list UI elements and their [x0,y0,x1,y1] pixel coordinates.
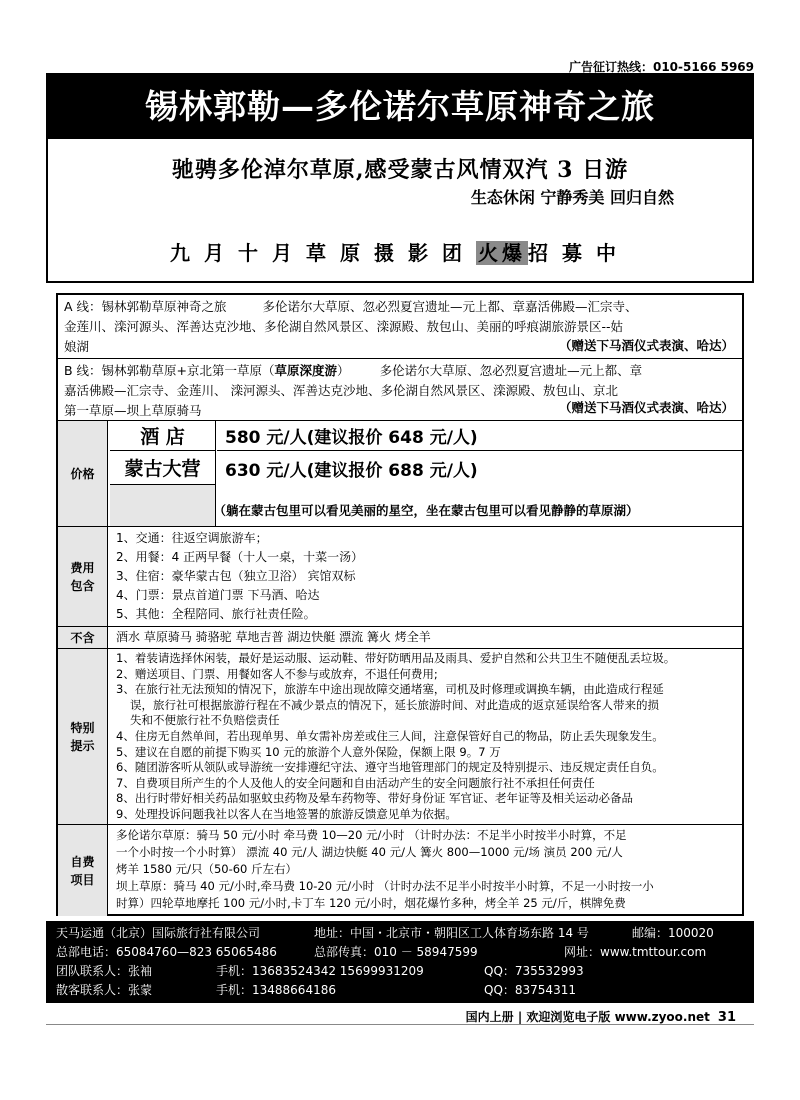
note-item: 8、出行时带好相关药品如驱蚊虫药物及晕车药物等、带好身份证 军官证、老年证等及相关运动必备品 [116,791,633,806]
includes-item: 2、用餐：4 正两早餐（十人一桌，十菜一汤） [116,550,364,564]
agency-postcode: 邮编：100020 [632,926,714,940]
page-number: 31 [717,1010,736,1025]
price-label: 价格 [58,421,108,526]
note-item: 3、在旅行社无法预知的情况下，旅游车中途出现故障交通堵塞，司机及时修理或调换车辆，由此造成行程延 [116,682,664,697]
price-note: （躺在蒙古包里可以看见美丽的星空，坐在蒙古包里可以看见静静的草原湖） [213,503,639,518]
solo-mobile: 手机：13488664186 [216,983,336,997]
notes-label: 特别 提示 [58,649,108,824]
route-a-line3: 娘湖 [64,339,90,354]
hotel-price: 580 元/人(建议报价 648 元/人) [217,421,742,451]
header-frame [46,73,754,283]
route-a [58,295,742,359]
solo-contact: 散客联系人：张蒙 [56,983,153,997]
optional-line: 坝上草原：骑马 40 元/小时,牵马费 10-20 元/小时 （计时办法不足半小时按半小时算，不足一小时按一小 [116,879,654,893]
route-a-line2: 金莲川、滦河源头、浑善达克沙地、多伦湖自然风景区、滦源殿、敖包山、美丽的呼痕湖旅游景区--姑 [64,319,624,334]
route-b-gift: （赠送下马酒仪式表演、哈达） [558,400,734,415]
route-b-line2: 嘉活佛殿—汇宗寺、金莲川、 滦河源头、浑善达克沙地、多伦湖自然风景区、滦源殿、敖包山、京北 [64,383,618,398]
recruit-post: 招募中 [528,241,630,265]
notes-list [110,649,742,824]
route-b-title-close: ） [337,363,350,378]
note-item: 失和不便旅行社不负赔偿责任 [130,713,280,728]
yurt-option: 蒙古大营 [110,451,216,485]
yurt-price: 630 元/人(建议报价 688 元/人) [225,460,478,481]
page-footer [466,1008,736,1025]
recruit-hot: 火爆 [478,241,526,265]
note-item: 4、住房无自然单间，若出现单男、单女需补房差或住三人间，注意保管好自己的物品，防止丢失现象发生。 [116,728,664,743]
includes-list [110,527,742,626]
notes-row [58,649,742,825]
route-a-line1: 多伦诺尔大草原、忽必烈夏宫遗址—元上都、章嘉活佛殿—汇宗寺、 [262,299,638,314]
agency-name: 天马运通（北京）国际旅行社有限公司 [56,926,261,940]
group-qq: QQ：735532993 [484,964,584,978]
note-item: 7、自费项目所产生的个人及他人的安全问题和自由活动产生的安全问题旅行社不承担任何责任 [116,775,595,790]
route-b-deep-tour: 草原深度游 [274,363,338,378]
excludes-label: 不含 [58,627,108,648]
itinerary-table [56,293,744,916]
excludes-row [58,627,742,649]
optional-row [58,825,742,916]
note-item: 6、随团游客听从领队或导游统一安排遵纪守法、遵守当地管理部门的规定及特别提示、违反规定责任自负。 [116,760,664,775]
includes-item: 3、住宿：豪华蒙古包（独立卫浴） 宾馆双标 [116,569,356,583]
excludes-text: 酒水 草原骑马 骑骆驼 草地吉普 湖边快艇 漂流 篝火 烤全羊 [116,630,431,644]
note-item: 2、赠送项目、门票、用餐如客人不参与或放弃，不退任何费用; [116,666,438,681]
route-b [58,359,742,421]
agency-website[interactable]: 网址：www.tmttour.com [564,945,707,959]
includes-item: 5、其他：全程陪同、旅行社责任险。 [116,607,316,621]
tagline: 生态休闲 宁静秀美 回归自然 [470,188,674,207]
optional-label: 自费 项目 [58,825,108,916]
optional-line: 烤羊 1580 元/只（50-60 斤左右） [116,862,298,876]
note-item: 1、着装请选择休闲装，最好是运动服、运动鞋、带好防晒用品及雨具、爱护自然和公共卫生不随便乱丢垃圾。 [116,651,676,665]
route-b-title: B 线：锡林郭勒草原+京北第一草原（ [64,363,275,378]
recruit-pre: 九月十月草原摄影团 [170,241,476,265]
route-b-line1: 多伦诺尔大草原、忽必烈夏宫遗址—元上都、章 [379,363,643,378]
note-item: 5、建议在自愿的前提下购买 10 元的旅游个人意外保险，保额上限 9。7 万 [116,744,501,759]
agency-fax: 总部传真：010 － 58947599 [314,945,478,959]
note-item: 误，旅行社可根据旅游行程在不减少景点的情况下，延长旅游时间、对此造成的返京延误给客人带来的损 [130,697,659,712]
route-a-gift: （赠送下马酒仪式表演、哈达） [558,338,734,353]
route-a-title: A 线：锡林郭勒草原神奇之旅 [64,299,227,314]
footer-divider [46,1024,754,1025]
includes-row [58,527,742,627]
includes-label: 费用 包含 [58,527,108,626]
optional-line: 一个小时按一个小时算） 漂流 40 元/人 湖边快艇 40 元/人 篝火 800—1000 元/场 演员 200 元/人 [116,845,623,859]
optional-list [110,825,742,916]
page-title: 锡林郭勒—多伦诺尔草原神奇之旅 [48,75,752,139]
agency-phone: 总部电话：65084760—823 65065486 [56,945,277,959]
optional-line: 多伦诺尔草原：骑马 50 元/小时 牵马费 10—20 元/小时 （计时办法：不足半小时按半小时算，不足 [116,828,627,842]
group-mobile: 手机：13683524342 15699931209 [216,964,424,978]
price-row [58,421,742,527]
ad-hotline: 广告征订热线：010-5166 5969 [568,60,754,74]
subtitle: 驰骋多伦淖尔草原,感受蒙古风情双汽 3 日游 [171,157,629,183]
includes-item: 4、门票：景点首道门票 下马酒、哈达 [116,588,320,602]
note-item: 9、处理投诉问题我社以客人在当地签署的旅游反馈意见单为依据。 [116,806,457,821]
route-b-line3: 第一草原—坝上草原骑马 [64,403,202,418]
agency-address: 地址：中国・北京市・朝阳区工人体育场东路 14 号 [314,926,589,940]
hotel-option: 酒 店 [110,421,216,451]
optional-line: 时算）四轮草地摩托 100 元/小时,卡丁车 120 元/小时，烟花爆竹多种，烤全羊 25 元/斤，棋牌免费 [116,896,626,910]
contact-block [46,921,754,1003]
solo-qq: QQ：83754311 [484,983,576,997]
footer-text: 国内上册 | 欢迎浏览电子版 www.zyoo.net [465,1010,710,1024]
recruit-banner [48,237,752,266]
includes-item: 1、交通：往返空调旅游车； [116,531,268,545]
group-contact: 团队联系人：张袖 [56,964,153,978]
